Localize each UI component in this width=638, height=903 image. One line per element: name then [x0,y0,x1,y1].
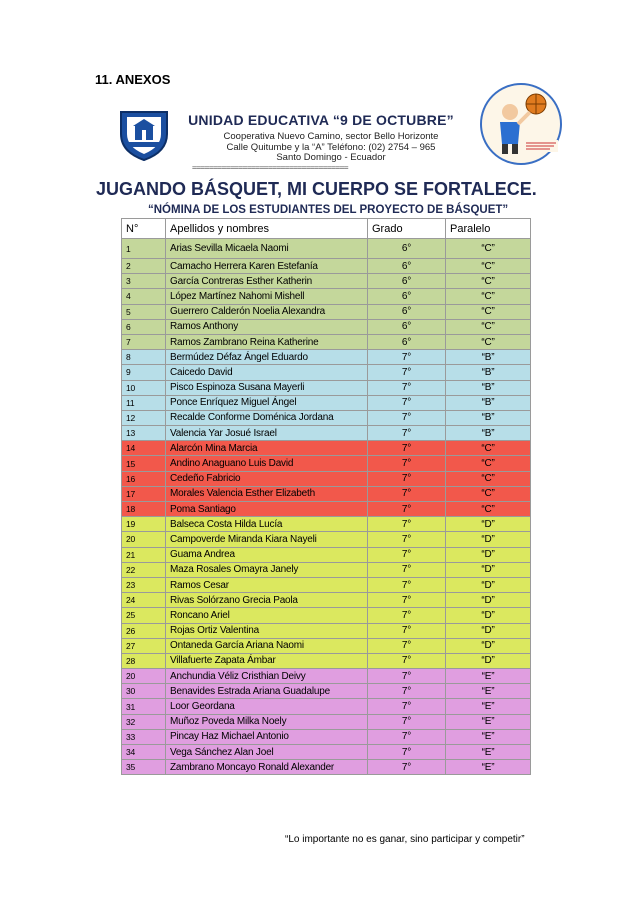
row-number: 30 [122,684,166,699]
student-section: “B” [446,365,531,380]
basketball-project-logo [478,82,564,166]
project-title: JUGANDO BÁSQUET, MI CUERPO SE FORTALECE. [96,179,537,199]
student-name: Bermúdez Défaz Ángel Eduardo [166,350,368,365]
row-number: 9 [122,365,166,380]
student-name: García Contreras Esther Katherin [166,274,368,289]
row-number: 15 [122,456,166,471]
student-grade: 7° [368,577,446,592]
student-section: “D” [446,547,531,562]
student-name: Ontaneda García Ariana Naomi [166,638,368,653]
student-section: “D” [446,517,531,532]
student-name: Caicedo David [166,365,368,380]
table-row [122,562,531,577]
student-grade: 7° [368,380,446,395]
row-number: 23 [122,577,166,592]
school-address-line-3: Santo Domingo - Ecuador [276,152,386,163]
student-name: Ramos Cesar [166,577,368,592]
student-section: “D” [446,532,531,547]
header-section: Paralelo [446,219,531,239]
student-section: “C” [446,441,531,456]
student-name: Benavides Estrada Ariana Guadalupe [166,684,368,699]
student-name: López Martínez Nahomi Mishell [166,289,368,304]
student-grade: 7° [368,517,446,532]
table-row [122,426,531,441]
student-name: Anchundia Véliz Cristhian Deivy [166,669,368,684]
student-name: Morales Valencia Esther Elizabeth [166,486,368,501]
student-name: Villafuerte Zapata Ámbar [166,653,368,668]
table-header-row [122,219,531,239]
student-grade: 7° [368,623,446,638]
student-name: Pisco Espinoza Susana Mayerli [166,380,368,395]
table-title: “NÓMINA DE LOS ESTUDIANTES DEL PROYECTO DE BÁSQUET” [148,204,509,216]
student-grade: 7° [368,669,446,684]
student-section: “C” [446,471,531,486]
student-name: Balseca Costa Hilda Lucía [166,517,368,532]
row-number: 4 [122,289,166,304]
footer-quote: “Lo importante no es ganar, sino participar y competir” [285,834,525,845]
student-grade: 7° [368,608,446,623]
student-grade: 7° [368,350,446,365]
student-section: “C” [446,334,531,349]
row-number: 22 [122,562,166,577]
student-name: Rivas Solórzano Grecia Paola [166,593,368,608]
student-grade: 7° [368,441,446,456]
school-crest-logo [115,106,173,162]
student-section: “E” [446,669,531,684]
student-section: “C” [446,259,531,274]
row-number: 1 [122,239,166,259]
student-grade: 6° [368,334,446,349]
student-grade: 7° [368,547,446,562]
table-row [122,441,531,456]
student-name: Cedeño Fabricio [166,471,368,486]
student-grade: 7° [368,653,446,668]
student-section: “D” [446,653,531,668]
row-number: 21 [122,547,166,562]
header-name: Apellidos y nombres [166,219,368,239]
row-number: 3 [122,274,166,289]
student-section: “D” [446,623,531,638]
student-grade: 7° [368,593,446,608]
table-row [122,729,531,744]
row-number: 27 [122,638,166,653]
row-number: 20 [122,532,166,547]
student-name: Recalde Conforme Doménica Jordana [166,410,368,425]
student-grade: 7° [368,410,446,425]
row-number: 20 [122,669,166,684]
row-number: 34 [122,745,166,760]
student-grade: 7° [368,502,446,517]
student-name: Zambrano Moncayo Ronald Alexander [166,760,368,775]
table-row [122,289,531,304]
student-section: “B” [446,410,531,425]
row-number: 18 [122,502,166,517]
student-name: Roncano Ariel [166,608,368,623]
table-row [122,471,531,486]
student-name: Valencia Yar Josué Israel [166,426,368,441]
student-section: “D” [446,638,531,653]
student-name: Camacho Herrera Karen Estefanía [166,259,368,274]
section-heading: 11. ANEXOS [95,72,171,87]
table-row [122,259,531,274]
table-row [122,517,531,532]
student-section: “B” [446,380,531,395]
student-section: “C” [446,502,531,517]
student-grade: 6° [368,289,446,304]
student-name: Ramos Anthony [166,319,368,334]
table-row [122,410,531,425]
student-grade: 7° [368,426,446,441]
row-number: 8 [122,350,166,365]
table-row [122,699,531,714]
student-section: “E” [446,745,531,760]
student-section: “D” [446,577,531,592]
table-row [122,319,531,334]
table-row [122,684,531,699]
student-name: Guerrero Calderón Noelia Alexandra [166,304,368,319]
student-name: Loor Geordana [166,699,368,714]
table-row [122,577,531,592]
row-number: 12 [122,410,166,425]
table-row [122,714,531,729]
student-grade: 7° [368,684,446,699]
student-name: Pincay Haz Michael Antonio [166,729,368,744]
student-grade: 7° [368,486,446,501]
row-number: 32 [122,714,166,729]
student-name: Poma Santiago [166,502,368,517]
table-row [122,760,531,775]
table-row [122,532,531,547]
row-number: 25 [122,608,166,623]
student-name: Andino Anaguano Luis David [166,456,368,471]
student-grade: 6° [368,304,446,319]
student-name: Rojas Ortiz Valentina [166,623,368,638]
row-number: 6 [122,319,166,334]
student-grade: 7° [368,714,446,729]
student-grade: 7° [368,729,446,744]
student-section: “C” [446,319,531,334]
student-section: “D” [446,562,531,577]
header-grade: Grado [368,219,446,239]
header-separator: ===================================== [192,163,349,172]
table-row [122,365,531,380]
student-grade: 7° [368,745,446,760]
student-name: Ramos Zambrano Reina Katherine [166,334,368,349]
table-row [122,593,531,608]
student-grade: 6° [368,274,446,289]
student-grade: 7° [368,562,446,577]
student-grade: 7° [368,365,446,380]
table-row [122,334,531,349]
table-row [122,502,531,517]
school-address-line-1: Cooperativa Nuevo Camino, sector Bello Horizonte [223,131,439,142]
student-section: “C” [446,239,531,259]
student-name: Guama Andrea [166,547,368,562]
table-row [122,456,531,471]
table-row [122,395,531,410]
table-row [122,274,531,289]
student-grade: 6° [368,319,446,334]
student-grade: 6° [368,259,446,274]
student-section: “D” [446,593,531,608]
student-grade: 7° [368,638,446,653]
student-section: “E” [446,760,531,775]
row-number: 35 [122,760,166,775]
table-row [122,745,531,760]
table-row [122,380,531,395]
student-section: “C” [446,304,531,319]
student-section: “B” [446,350,531,365]
student-name: Arias Sevilla Micaela Naomi [166,239,368,259]
student-grade: 7° [368,699,446,714]
header-number: N° [122,219,166,239]
student-section: “C” [446,289,531,304]
student-name: Campoverde Miranda Kiara Nayeli [166,532,368,547]
student-grade: 7° [368,456,446,471]
student-name: Ponce Enríquez Miguel Ángel [166,395,368,410]
row-number: 31 [122,699,166,714]
student-section: “E” [446,684,531,699]
table-row [122,638,531,653]
table-row [122,623,531,638]
row-number: 10 [122,380,166,395]
student-section: “E” [446,729,531,744]
row-number: 24 [122,593,166,608]
row-number: 17 [122,486,166,501]
student-name: Vega Sánchez Alan Joel [166,745,368,760]
student-grade: 7° [368,471,446,486]
row-number: 26 [122,623,166,638]
row-number: 11 [122,395,166,410]
student-section: “C” [446,274,531,289]
row-number: 7 [122,334,166,349]
row-number: 19 [122,517,166,532]
school-address-line-2: Calle Quitumbe y la “A” Teléfono: (02) 2754 – 965 [226,142,436,153]
table-row [122,653,531,668]
students-table [121,218,531,775]
student-section: “D” [446,608,531,623]
row-number: 13 [122,426,166,441]
school-name: UNIDAD EDUCATIVA “9 DE OCTUBRE” [188,112,454,128]
table-row [122,547,531,562]
row-number: 2 [122,259,166,274]
table-row [122,304,531,319]
student-grade: 7° [368,395,446,410]
student-grade: 7° [368,532,446,547]
table-row [122,350,531,365]
row-number: 14 [122,441,166,456]
table-row [122,486,531,501]
row-number: 16 [122,471,166,486]
student-section: “C” [446,456,531,471]
table-row [122,669,531,684]
table-row [122,239,531,259]
row-number: 28 [122,653,166,668]
student-name: Alarcón Mina Marcia [166,441,368,456]
student-name: Muñoz Poveda Milka Noely [166,714,368,729]
table-row [122,608,531,623]
student-section: “C” [446,486,531,501]
student-section: “B” [446,426,531,441]
row-number: 33 [122,729,166,744]
student-name: Maza Rosales Omayra Janely [166,562,368,577]
student-section: “B” [446,395,531,410]
student-section: “E” [446,699,531,714]
table-body [122,239,531,775]
student-grade: 7° [368,760,446,775]
student-grade: 6° [368,239,446,259]
row-number: 5 [122,304,166,319]
student-section: “E” [446,714,531,729]
